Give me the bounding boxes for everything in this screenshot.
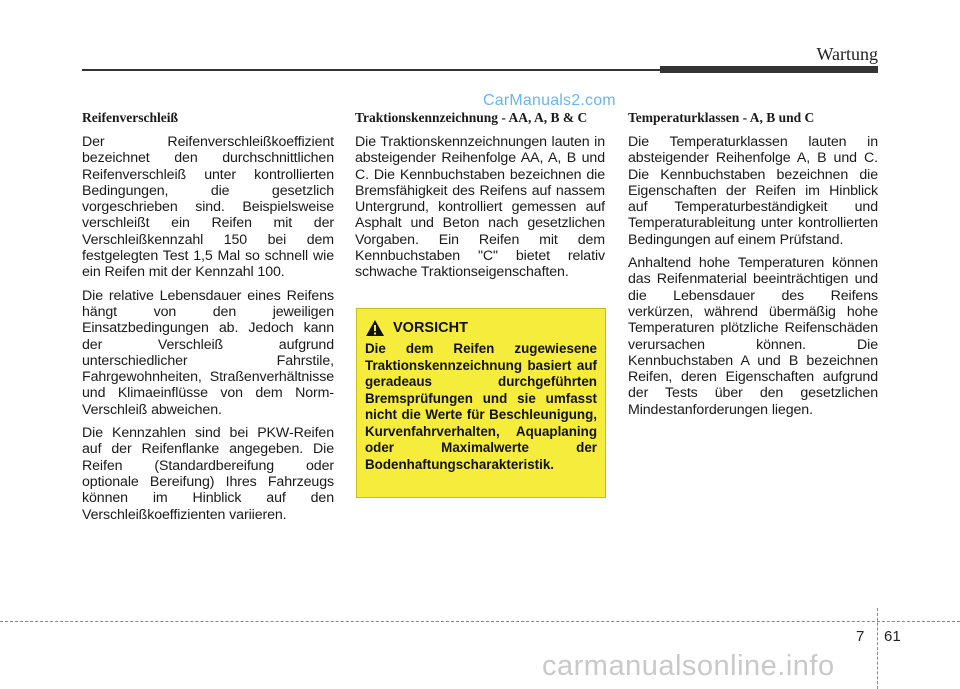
caution-text: Die dem Reifen zugewiesene Traktionskennzeichnung basiert auf geradeaus durchgeführten Bremsprüfungen und sie umfasst nicht die Werte für Beschleunigung, Kurvenfahrverhalten, Aquaplaning oder Maximalwerte der Bodenhaftungscharakteristik. bbox=[365, 341, 597, 472]
section-title: Wartung bbox=[816, 44, 878, 64]
column-tire-wear bbox=[82, 110, 334, 530]
header-rule bbox=[82, 69, 662, 71]
page-number: 61 bbox=[884, 628, 901, 645]
footer-divider bbox=[877, 608, 878, 689]
paragraph: Anhaltend hohe Temperaturen können das Reifenmaterial beeinträchtigen und die Lebensdauer des Reifens verkürzen, während übermäßig hohe Temperaturen plötzliche Reifenschäden verursachen können. Die Kennbuchstaben A und B bezeichnen Reifen, deren Eigenschaften aufgrund der Tests über den gesetzlichen Mindestanforderungen liegen. bbox=[628, 255, 878, 418]
paragraph: Der Reifenverschleißkoeffizient bezeichnet den durchschnittlichen Reifenverschleiß unter kontrollierten Bedingungen, die gesetzlich vorgeschrieben sind. Beispielsweise verschleißt ein Reifen mit der Verschleißkennzahl 150 bei dem festgelegten Test 1,5 Mal so schnell wie ein Reifen mit der Kennzahl 100. bbox=[82, 134, 334, 281]
caution-box bbox=[356, 308, 606, 498]
paragraph: Die Temperaturklassen lauten in absteigender Reihenfolge A, B und C. Die Kennbuchstaben bezeichnen die Eigenschaften der Reifen im Hinblick auf Temperaturbeständigkeit und Temperaturableitung unter kontrollierten Bedingungen auf einem Prüfstand. bbox=[628, 134, 878, 248]
column-temperature bbox=[628, 110, 878, 425]
paragraph: Die Kennzahlen sind bei PKW-Reifen auf der Reifenflanke angegeben. Die Reifen (Standardbereifung oder optionale Bereifung) Ihres Fahrzeugs können im Hinblick auf den Verschleißkoeffizienten variieren. bbox=[82, 425, 334, 523]
caution-title: VORSICHT bbox=[393, 320, 468, 336]
paragraph: Die Traktionskennzeichnungen lauten in absteigender Reihenfolge AA, A, B und C. Die Kennbuchstaben bezeichnen die Bremsfähigkeit des Reifens auf nassem Untergrund, kontrolliert gemessen auf Asphalt und Beton nach gesetzlichen Vorgaben. Ein Reifen mit dem Kennbuchstaben "C" bietet relativ schwache Traktionseigenschaften. bbox=[355, 134, 605, 281]
paragraph: Die relative Lebensdauer eines Reifens hängt von den jeweiligen Einsatzbedingungen ab. Jedoch kann der Verschleiß aufgrund unterschiedlicher Fahrstile, Fahrgewohnheiten, Straßenverhältnisse und Klimaeinflüsse von dem Norm-Verschleiß abweichen. bbox=[82, 287, 334, 418]
watermark-top: CarManuals2.com bbox=[483, 92, 616, 109]
column-traction bbox=[355, 110, 605, 288]
caution-header bbox=[365, 319, 597, 337]
chapter-number: 7 bbox=[856, 628, 865, 645]
heading-traction: Traktionskennzeichnung - AA, A, B & C bbox=[355, 110, 588, 125]
heading-tire-wear: Reifenverschleiß bbox=[82, 110, 178, 125]
heading-temperature: Temperaturklassen - A, B und C bbox=[628, 110, 815, 125]
footer-rule bbox=[0, 621, 960, 622]
header-rule-thick bbox=[660, 66, 878, 73]
warning-triangle-icon bbox=[365, 319, 385, 337]
watermark-bottom: carmanualsonline.info bbox=[542, 650, 835, 682]
